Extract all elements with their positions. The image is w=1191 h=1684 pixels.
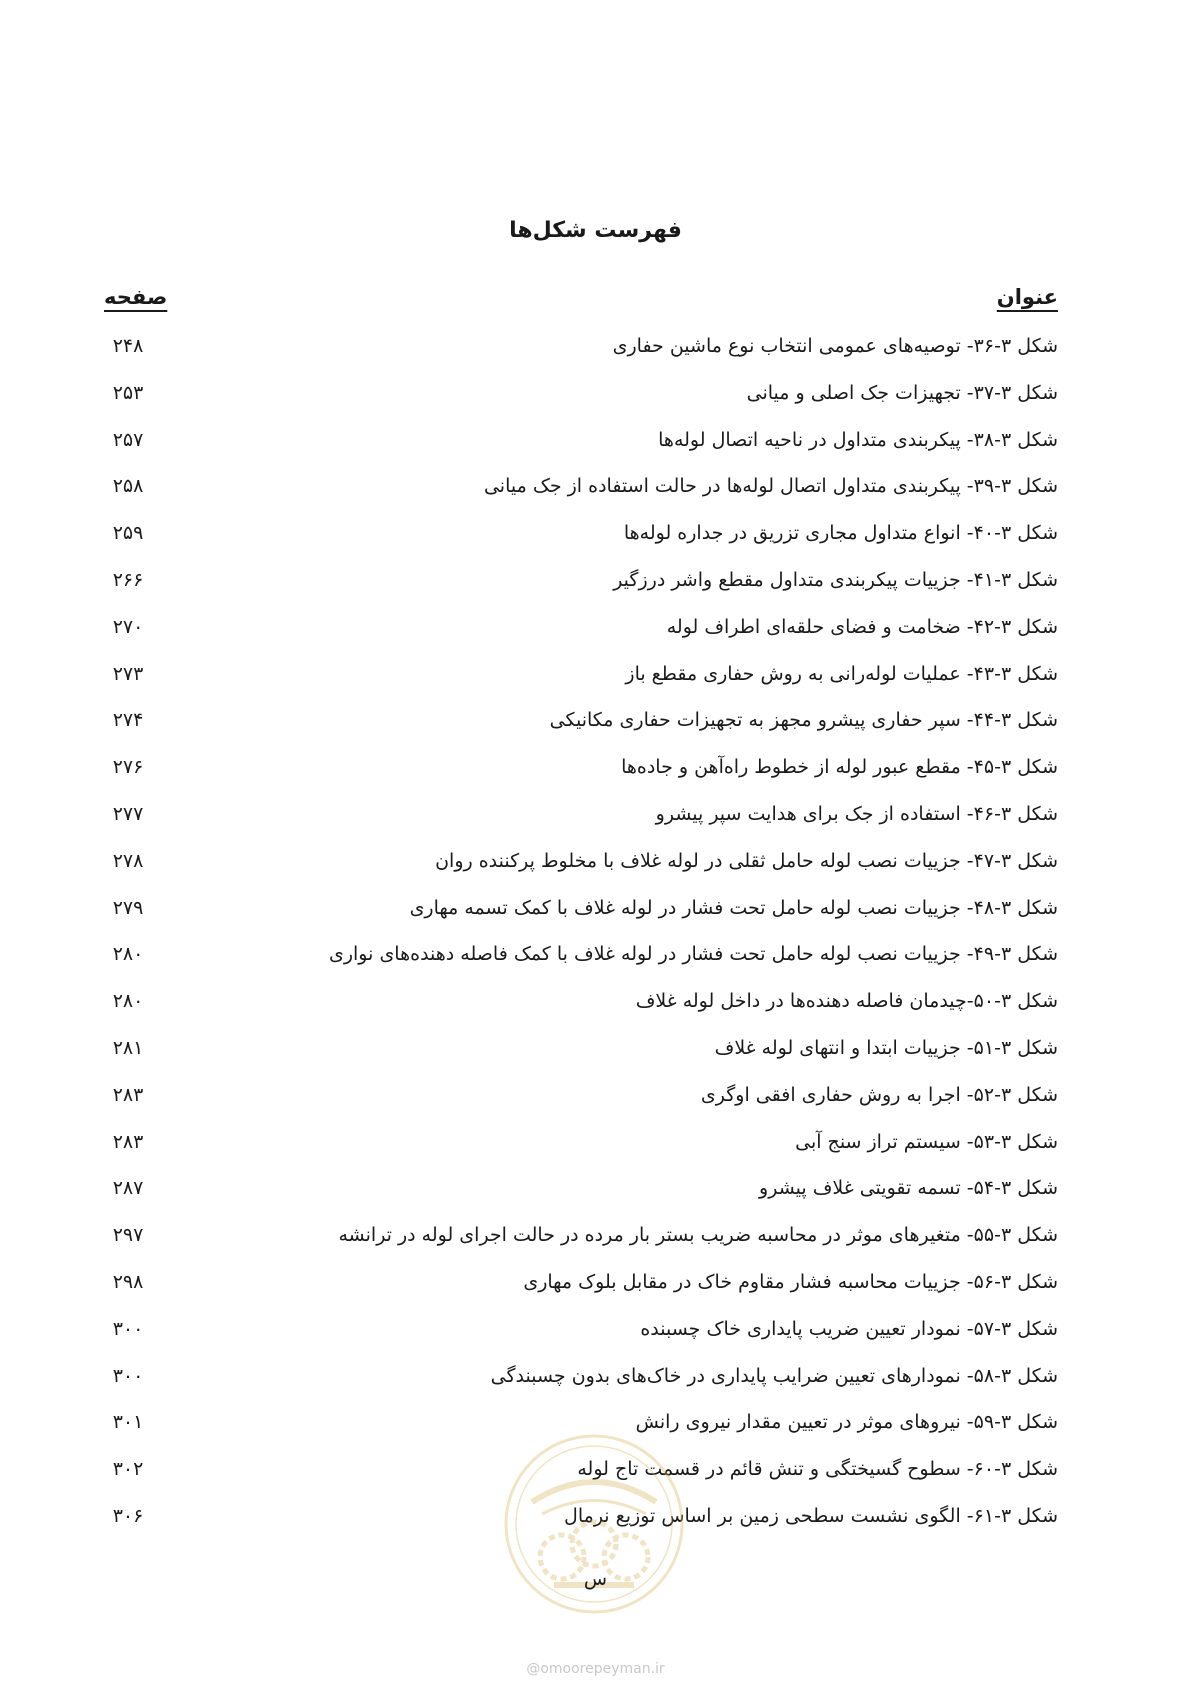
figure-page-number: ۲۵۷ [112, 428, 144, 451]
figure-page-number: ۳۰۰ [112, 1317, 144, 1340]
figure-page-number: ۲۷۳ [112, 662, 144, 685]
figure-page-number: ۲۷۴ [112, 709, 144, 732]
figure-title: شکل ۳-۵۰-چیدمان فاصله دهنده‌ها در داخل لوله غلاف [635, 990, 1058, 1013]
figure-page-number: ۲۹۷ [112, 1224, 144, 1247]
list-item [104, 895, 1058, 942]
list-item [104, 801, 1058, 848]
list-item [104, 1175, 1058, 1222]
figure-title: شکل ۳-۴۷- جزییات نصب لوله حامل ثقلی در لوله غلاف با مخلوط پرکننده روان [435, 849, 1058, 872]
figure-title: شکل ۳-۳۸- پیکربندی متداول در ناحیه اتصال لوله‌ها [658, 428, 1058, 451]
figure-page-number: ۲۷۷ [112, 802, 144, 825]
page-title: فهرست شکل‌ها [509, 218, 682, 243]
figure-page-number: ۲۸۳ [112, 1130, 144, 1153]
list-item [104, 380, 1058, 427]
figure-page-number: ۲۵۸ [112, 475, 144, 498]
figure-page-number: ۲۷۹ [112, 896, 144, 919]
figure-title: شکل ۳-۵۷- نمودار تعیین ضریب پایداری خاک چسبنده [640, 1317, 1058, 1340]
figure-page-number: ۲۵۳ [112, 381, 144, 404]
figure-title: شکل ۳-۶۰- سطوح گسیختگی و تنش قائم در قسمت تاج لوله [577, 1458, 1058, 1481]
figure-title: شکل ۳-۵۴- تسمه تقویتی غلاف پیشرو [759, 1177, 1058, 1200]
list-item [104, 988, 1058, 1035]
list-item [104, 754, 1058, 801]
figure-title: شکل ۳-۴۸- جزییات نصب لوله حامل تحت فشار در لوله غلاف با کمک تسمه مهاری [409, 896, 1058, 919]
figure-title: شکل ۳-۳۹- پیکربندی متداول اتصال لوله‌ها در حالت استفاده از جک میانی [483, 475, 1058, 498]
figure-title: شکل ۳-۴۹- جزییات نصب لوله حامل تحت فشار در لوله غلاف با کمک فاصله دهنده‌های نواری [328, 943, 1058, 966]
figure-page-number: ۲۸۱ [112, 1036, 144, 1059]
title-column-header: عنوان [996, 285, 1058, 309]
list-item [104, 661, 1058, 708]
list-item [104, 567, 1058, 614]
list-item [104, 427, 1058, 474]
figure-page-number: ۳۰۰ [112, 1364, 144, 1387]
figure-title: شکل ۳-۴۲- ضخامت و فضای حلقه‌ای اطراف لوله [666, 615, 1058, 638]
list-item [104, 848, 1058, 895]
list-item [104, 1363, 1058, 1410]
figure-page-number: ۲۸۰ [112, 990, 144, 1013]
list-item [104, 1269, 1058, 1316]
figure-title: شکل ۳-۴۱- جزییات پیکربندی متداول مقطع واشر درزگیر [613, 568, 1058, 591]
figure-title: شکل ۳-۵۲- اجرا به روش حفاری افقی اوگری [700, 1083, 1058, 1106]
list-item [104, 473, 1058, 520]
list-item [104, 1129, 1058, 1176]
figure-title: شکل ۳-۵۶- جزییات محاسبه فشار مقاوم خاک در مقابل بلوک مهاری [523, 1270, 1058, 1293]
list-item [104, 941, 1058, 988]
list-item [104, 1222, 1058, 1269]
figure-page-number: ۲۷۰ [112, 615, 144, 638]
figure-page-number: ۲۴۸ [112, 335, 144, 357]
figure-title: شکل ۳-۵۹- نیروهای موثر در تعیین مقدار نیروی رانش [635, 1411, 1058, 1434]
figure-page-number: ۲۸۷ [112, 1177, 144, 1200]
figure-page-number: ۲۶۶ [112, 568, 144, 591]
figure-title: شکل ۳-۵۵- متغیرهای موثر در محاسبه ضریب بستر بار مرده در حالت اجرای لوله در ترانشه [338, 1224, 1058, 1247]
list-item [104, 1035, 1058, 1082]
figure-list [104, 333, 1058, 1550]
figure-page-number: ۲۷۸ [112, 849, 144, 872]
figure-title: شکل ۳-۴۴- سپر حفاری پیشرو مجهز به تجهیزات حفاری مکانیکی [549, 709, 1058, 732]
figure-title: شکل ۳-۵۸- نمودارهای تعیین ضرایب پایداری در خاک‌های بدون چسبندگی [490, 1364, 1058, 1387]
page-column-header: صفحه [104, 285, 168, 309]
list-item [104, 707, 1058, 754]
figure-title: شکل ۳-۵۱- جزییات ابتدا و انتهای لوله غلاف [714, 1036, 1058, 1059]
figure-page-number: ۲۸۳ [112, 1083, 144, 1106]
figure-title: شکل ۳-۴۵- مقطع عبور لوله از خطوط راه‌آهن و جاده‌ها [621, 756, 1058, 779]
figure-title: شکل ۳-۳۷- تجهیزات جک اصلی و میانی [746, 381, 1058, 404]
list-item [104, 520, 1058, 567]
page-number: س [583, 1568, 608, 1590]
figure-title: شکل ۳-۴۳- عملیات لوله‌رانی به روش حفاری مقطع باز [625, 662, 1058, 685]
figure-page-number: ۲۵۹ [112, 522, 144, 545]
figure-page-number: ۲۸۰ [112, 943, 144, 966]
figure-page-number: ۳۰۱ [112, 1411, 144, 1434]
figure-page-number: ۳۰۲ [112, 1458, 144, 1481]
figure-title: شکل ۳-۶۱- الگوی نشست سطحی زمین بر اساس توزیع نرمال [564, 1504, 1058, 1527]
figure-page-number: ۳۰۶ [112, 1504, 144, 1527]
list-item [104, 333, 1058, 380]
figure-page-number: ۲۹۸ [112, 1270, 144, 1293]
figure-title: شکل ۳-۵۳- سیستم تراز سنج آبی [795, 1130, 1058, 1153]
watermark-url: @omoorepeyman.ir [526, 1661, 665, 1677]
figure-title: شکل ۳-۳۶- توصیه‌های عمومی انتخاب نوع ماشین حفاری [612, 335, 1058, 357]
figure-title: شکل ۳-۴۰- انواع متداول مجاری تزریق در جداره لوله‌ها [623, 522, 1058, 545]
figure-page-number: ۲۷۶ [112, 756, 144, 779]
list-item [104, 614, 1058, 661]
figure-title: شکل ۳-۴۶- استفاده از جک برای هدایت سپر پیشرو [655, 802, 1058, 825]
list-item [104, 1316, 1058, 1363]
list-item [104, 1082, 1058, 1129]
